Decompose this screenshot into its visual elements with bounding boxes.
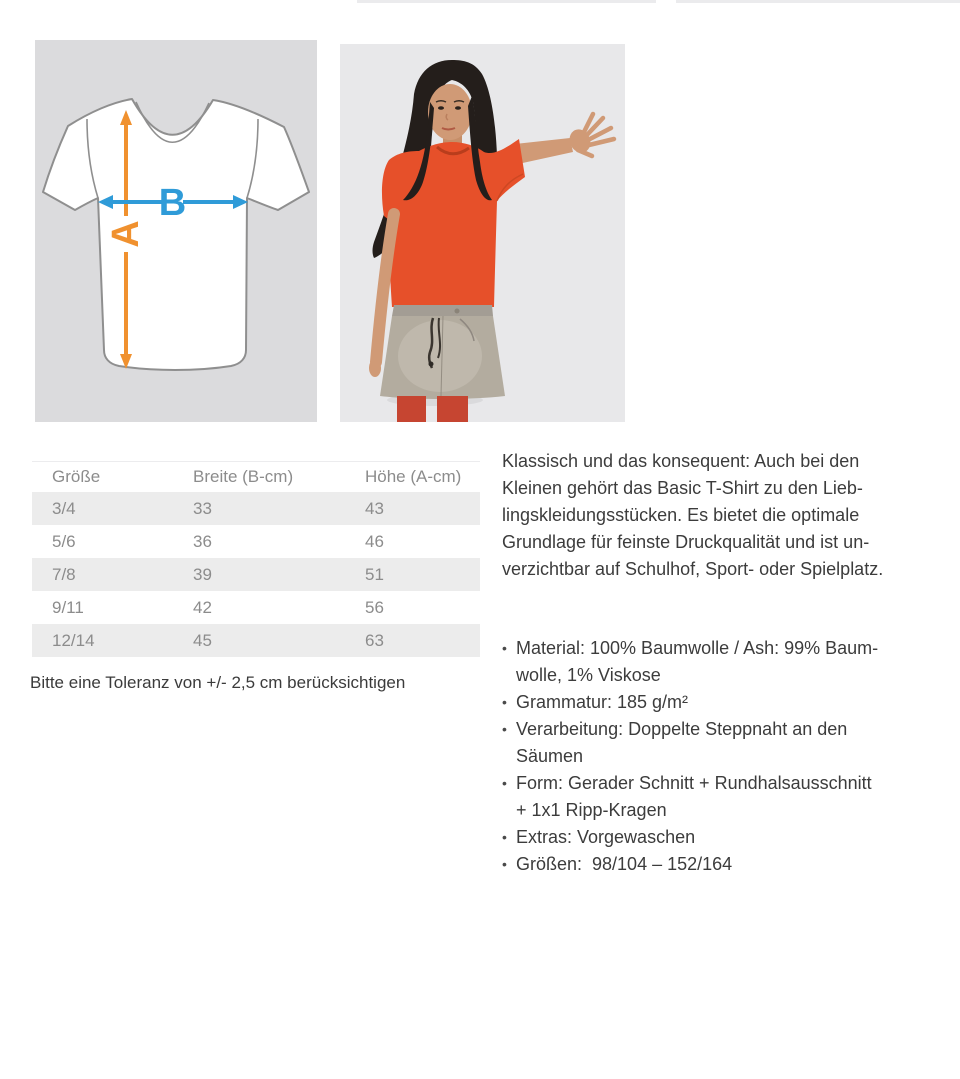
size-table-row [32,492,480,525]
label-a: A [105,220,147,248]
height-cell: 51 [365,565,384,584]
girl-eye-right [455,106,461,110]
feature-line: • Verarbeitung: Doppelte Steppnaht an den [516,719,848,739]
girl-model-illustration [340,44,625,422]
size-table-header-row [32,462,480,492]
size-table-row [32,558,480,591]
height-cell: 43 [365,499,384,518]
girl-skirt-waistband [392,305,493,316]
tshirt-measurement-diagram [35,40,317,422]
size-cell: 12/14 [52,631,95,650]
feature-list [502,635,954,878]
girl-leg-right [437,396,468,422]
feature-line: wolle, 1% Viskose [516,665,661,685]
size-table-row [32,525,480,558]
model-photo-image [340,44,625,422]
size-table-row [32,624,480,657]
size-diagram-image [35,40,317,422]
girl-left-hand [369,359,381,377]
feature-line: + 1x1 Ripp-Kragen [516,800,667,820]
feature-line: • Grammatur: 185 g/m² [516,692,689,712]
feature-item-verarbeitung [502,716,954,770]
size-cell: 3/4 [52,499,76,518]
height-cell: 46 [365,532,384,551]
description-paragraph [502,448,954,583]
size-cell: 9/11 [52,598,84,617]
girl-leg-left [397,396,426,422]
height-cell: 63 [365,631,384,650]
feature-item-material [502,635,954,689]
feature-item-groessen [502,851,954,878]
feature-line: • Extras: Vorgewaschen [516,827,696,847]
paragraph-line: Kleinen gehört das Basic T-Shirt zu den Lieb- [502,478,863,498]
feature-item-extras [502,824,954,851]
size-col-header: Größe [52,467,101,486]
girl-skirt-wash [398,320,482,392]
height-cell: 56 [365,598,384,617]
paragraph-line: Grundlage für feinste Druckqualität und ist un- [502,532,870,552]
width-cell: 36 [193,532,212,551]
paragraph-line: Klassisch und das konsequent: Auch bei den [502,451,860,471]
width-cell: 39 [193,565,212,584]
girl-skirt-bead [429,362,434,367]
paragraph-line: lingskleidungsstücken. Es bietet die optimale [502,505,860,525]
feature-line: Säumen [516,746,584,766]
size-cell: 7/8 [52,565,76,584]
feature-item-form [502,770,954,824]
width-cell: 45 [193,631,212,650]
feature-line: • Größen: 98/104 – 152/164 [516,854,733,874]
width-col-header: Breite (B-cm) [193,467,294,486]
feature-item-grammatur [502,689,954,716]
feature-line: • Form: Gerader Schnitt + Rundhalsausschnitt [516,773,872,793]
top-edge-artifact-right [676,0,960,3]
size-cell: 5/6 [52,532,76,551]
tshirt-outline [43,99,309,370]
size-table [32,461,480,657]
paragraph-line: verzichtbar auf Schulhof, Sport- oder Spielplatz. [502,559,884,579]
girl-face [428,84,472,140]
top-edge-artifact-left [357,0,656,3]
girl-skirt-button [455,309,460,314]
product-description [502,448,954,878]
width-cell: 42 [193,598,212,617]
size-table-row [32,591,480,624]
label-b: B [158,182,187,224]
height-col-header: Höhe (A-cm) [365,467,462,486]
width-cell: 33 [193,499,212,518]
tolerance-note: Bitte eine Toleranz von +/- 2,5 cm berücksichtigen [30,673,406,692]
girl-eye-left [438,106,444,110]
feature-line: • Material: 100% Baumwolle / Ash: 99% Baum- [516,638,879,658]
